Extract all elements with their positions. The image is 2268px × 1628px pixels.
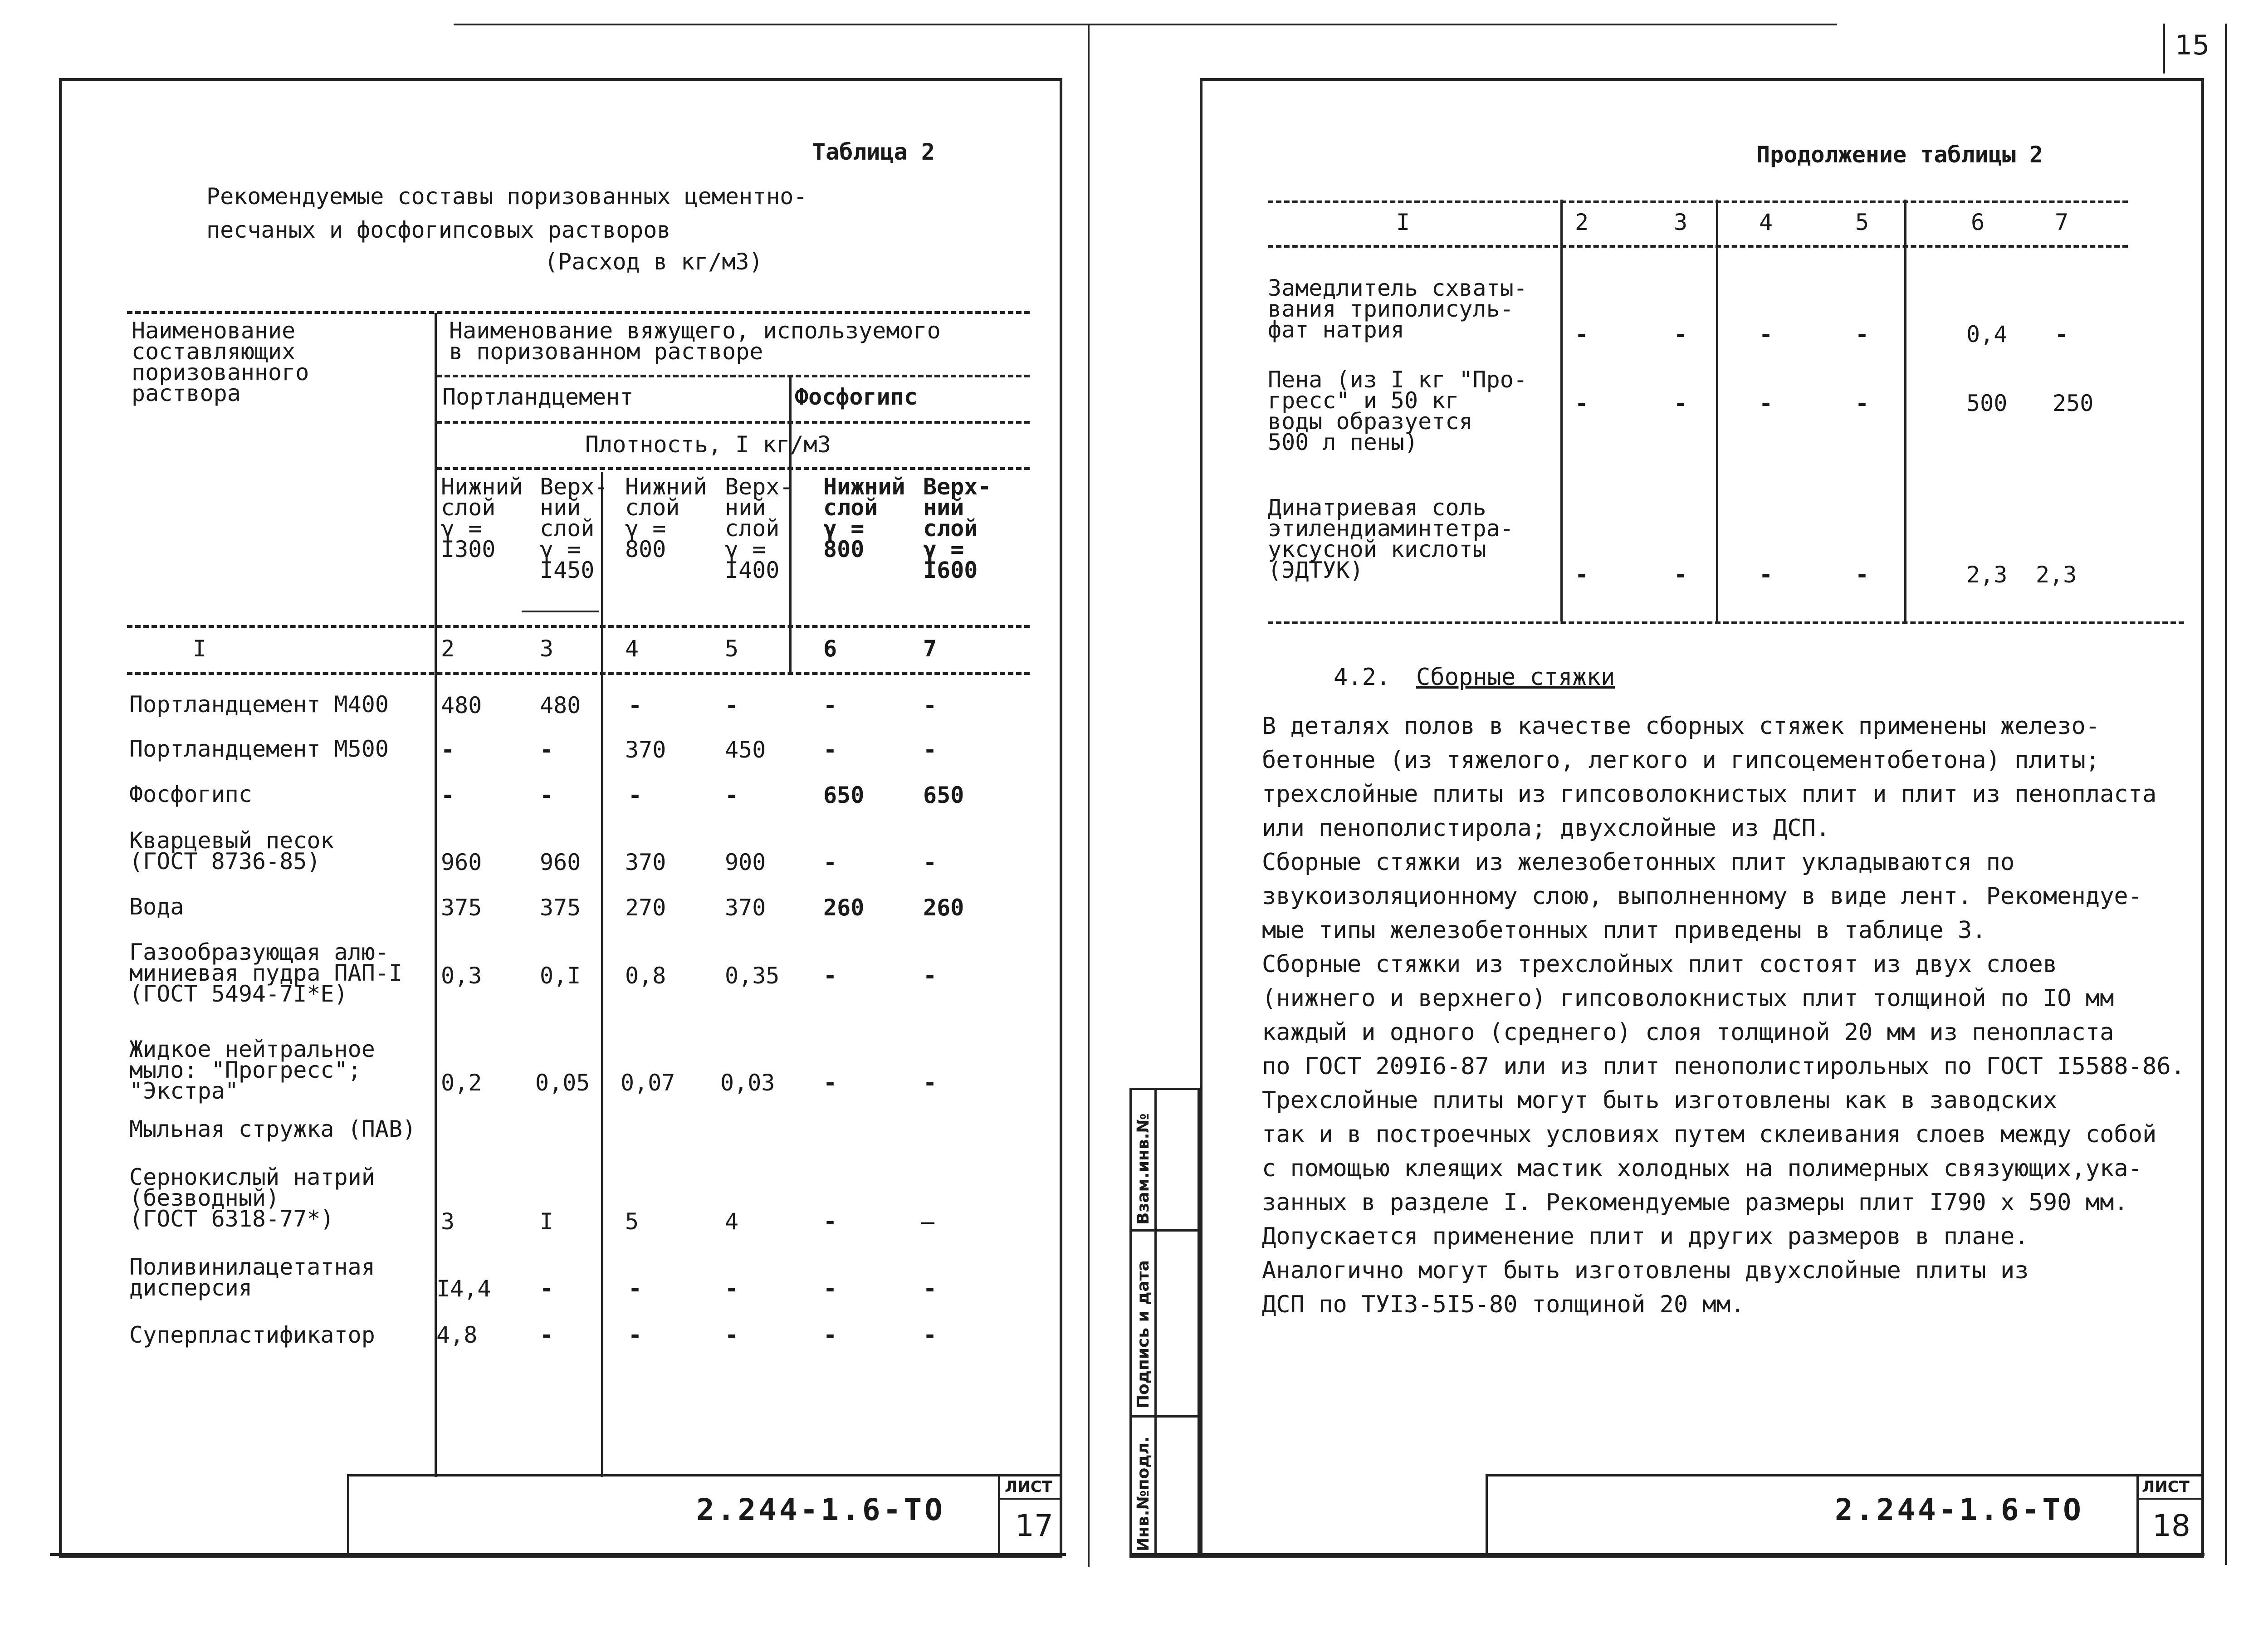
right-col-divider-1 (1560, 200, 1563, 621)
left-col-divider-1 (435, 313, 437, 1477)
table-label: Таблица 2 (812, 139, 935, 165)
subhead-col4: Нижний слой γ = 800 (625, 474, 707, 562)
left-stamp-sheet-line (998, 1498, 1062, 1500)
colnum-6: 6 (823, 636, 837, 662)
page-number-divider-right (2225, 24, 2227, 73)
right-colnum-bottom-line (1268, 245, 2128, 248)
right-sheet-label: ЛИСТ (2142, 1478, 2190, 1496)
right-colnum-2: 2 (1575, 209, 1589, 235)
left-page-bottom-line (50, 1553, 1066, 1556)
colnum-5: 5 (725, 636, 739, 662)
right-col-divider-2 (1716, 200, 1718, 621)
side-stamp-divider (1154, 1088, 1157, 1558)
left-stamp-sheet-divider (998, 1474, 1000, 1558)
right-colnum-6: 6 (1971, 209, 1985, 235)
side-stamp-cell-2 (1129, 1415, 1200, 1418)
right-table-top-line (1268, 200, 2128, 203)
left-density-line (436, 467, 1030, 470)
right-colnum-5: 5 (1855, 209, 1869, 235)
header-col1: Наименование составляющих поризованного раствора (132, 318, 309, 406)
left-subhead-underline (522, 611, 599, 612)
right-col-divider-3 (1904, 200, 1906, 621)
left-colnum-bottom-line (127, 672, 1030, 675)
colnum-2: 2 (441, 636, 455, 662)
table-title-line-2: песчаных и фосфогипсовых растворов (206, 217, 671, 243)
colnum-4: 4 (625, 636, 639, 662)
subhead-col6: Нижний слой γ = 800 (823, 474, 905, 562)
center-fold-line (1088, 25, 1090, 1567)
right-stamp-code: 2.244-1.6-ТО (1835, 1492, 2084, 1527)
left-binder-line (436, 375, 1030, 377)
table-title-line-1: Рекомендуемые составы поризованных цементно- (206, 183, 807, 210)
right-sheet-number: 18 (2152, 1508, 2190, 1543)
right-colnum-4: 4 (1759, 209, 1773, 235)
right-colnum-1: I (1396, 209, 1410, 235)
subhead-col5: Верх- ний слой γ = I400 (725, 474, 793, 583)
subhead-col3: Верх- ний слой γ = I450 (540, 474, 608, 583)
section-title: Сборные стяжки (1416, 664, 1615, 691)
section-number: 4.2. (1334, 664, 1391, 691)
right-stamp-sheet-line (2136, 1498, 2204, 1500)
right-colnum-7: 7 (2055, 209, 2069, 235)
right-stamp-sheet-divider (2136, 1474, 2139, 1558)
right-colnum-3: 3 (1674, 209, 1688, 235)
subhead-col2: Нижний слой γ = I300 (441, 474, 523, 562)
left-sheet-number: 17 (1015, 1508, 1053, 1543)
colnum-7: 7 (923, 636, 937, 662)
section-paragraph: В деталях полов в качестве сборных стяжек применены железо- бетонные (из тяжелого, легкого и гипсоцементобетона) плиты; трехслойные плиты из гипсоволокнистых плит и плит из пенопласта или пенополистирола; двухслойные из ДСП. Сборные стяжки из железобетонных плит укладываются по звукоизоляционному слою, выполненному в виде лент. Рекомендуе- мые типы железобетонных плит приведены в таблице 3. Сборные стяжки из трехслойных плит состоят из двух слоев (нижнего и верхнего) гипсоволокнистых плит толщиной по IO мм каждый и одного (среднего) слоя толщиной 20 мм из пенопласта по ГОСТ 209I6-87 или из плит пенополистирольных по ГОСТ I5588-86. Трехслойные плиты могут быть изготовлены как в заводских так и в построечных условиях путем склеивания слоев между собой с помощью клеящих мастик холодных на полимерных связующих,ука- занных в разделе I. Рекомендуемые размеры плит I790 x 590 мм. Допускается применение плит и других размеров в плане. Аналогично могут быть изготовлены двухслойные плиты из ДСП по ТУI3-5I5-80 толщиной 20 мм. (1262, 713, 2185, 1318)
left-table-top-line (127, 311, 1030, 314)
side-stamp-signature: Подпись и дата (1134, 1260, 1153, 1408)
left-stamp-code: 2.244-1.6-ТО (696, 1492, 945, 1527)
right-edge-line (2225, 73, 2227, 1565)
left-binder-type-line (436, 421, 1030, 424)
left-col-divider-2 (601, 472, 603, 1477)
top-edge-line (454, 24, 1837, 25)
page-number: 15 (2175, 29, 2210, 61)
page-number-divider (2163, 24, 2165, 73)
header-binder: Наименование вяжущего, используемого в поризованном растворе (449, 318, 941, 365)
side-stamp-inv: Инв.№подл. (1134, 1436, 1153, 1551)
colnum-3: 3 (540, 636, 554, 662)
left-header-bottom-line (127, 625, 1030, 628)
side-stamp-cell-1 (1129, 1229, 1200, 1232)
header-phosphogypsum: Фосфогипс (795, 384, 918, 410)
right-page-bottom-line (1129, 1553, 2204, 1556)
header-portland: Портландцемент (442, 384, 634, 410)
colnum-1: I (193, 636, 207, 662)
table-units: (Расход в кг/м3) (544, 249, 763, 275)
continuation-label: Продолжение таблицы 2 (1756, 142, 2043, 168)
header-density: Плотность, I кг/м3 (585, 431, 831, 458)
subhead-col7: Верх- ний слой γ = I600 (923, 474, 992, 583)
side-stamp-replaced: Взам.инв.№ (1134, 1113, 1153, 1225)
left-sheet-label: ЛИСТ (1005, 1478, 1052, 1496)
right-table-bottom-line (1268, 621, 2184, 624)
